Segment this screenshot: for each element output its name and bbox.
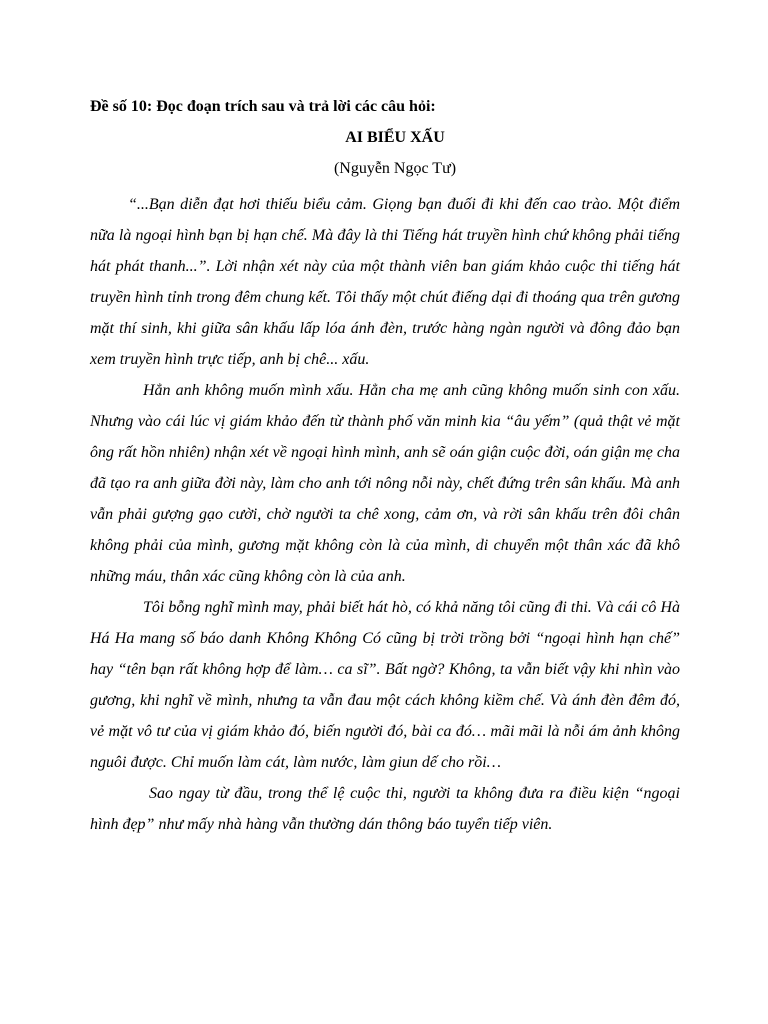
story-title: AI BIỂU XẤU	[345, 129, 445, 146]
exercise-heading: Đề số 10: Đọc đoạn trích sau và trả lời các câu hỏi:	[90, 98, 436, 115]
excerpt-paragraph-2: Hẳn anh không muốn mình xấu. Hẳn cha mẹ anh cũng không muốn sinh con xấu. Nhưng vào cái lúc vị giám khảo đến từ thành phố văn minh kia “âu yếm” (quả thật vẻ mặt ông rất hồn nhiên) nhận xét về ngoại hình mình, anh sẽ oán giận cuộc đời, oán giận mẹ cha đã tạo ra anh giữa đời này, làm cho anh tới nông nỗi này, chết đứng trên sân khấu. Mà anh vẫn phải gượng gạo cười, chờ người ta chê xong, cảm ơn, và rời sân khấu trên đôi chân không phải của mình, gương mặt không còn là của mình, di chuyển một thân xác đã khô những máu, thân xác cũng không còn là của anh.	[90, 382, 680, 585]
story-author: (Nguyễn Ngọc Tư)	[333, 160, 457, 177]
excerpt-paragraph-4: Sao ngay từ đầu, trong thể lệ cuộc thi, người ta không đưa ra điều kiện “ngoại hình đẹp” như mấy nhà hàng vẫn thường dán thông báo tuyển tiếp viên.	[90, 785, 680, 833]
excerpt-body	[90, 189, 680, 840]
excerpt-paragraph-1: “...Bạn diễn đạt hơi thiếu biểu cảm. Giọng bạn đuối đi khi đến cao trào. Một điểm nữa là ngoại hình bạn bị hạn chế. Mà đây là thi Tiếng hát truyền hình chứ không phải tiếng hát phát thanh...”. Lời nhận xét này của một thành viên ban giám khảo cuộc thi tiếng hát truyền hình tỉnh trong đêm chung kết. Tôi thấy một chút điếng dại đi thoáng qua trên gương mặt thí sinh, khi giữa sân khấu lấp lóa ánh đèn, trước hàng ngàn người và đông đảo bạn xem truyền hình trực tiếp, anh bị chê... xấu.	[90, 196, 680, 368]
excerpt-paragraph-3: Tôi bỗng nghĩ mình may, phải biết hát hò, có khả năng tôi cũng đi thi. Và cái cô Hà Há Ha mang số báo danh Không Không Có cũng bị trời trồng bởi “ngoại hình hạn chế” hay “tên bạn rất không hợp để làm… ca sĩ”. Bất ngờ? Không, ta vẫn biết vậy khi nhìn vào gương, khi nghĩ về mình, nhưng ta vẫn đau một cách không kiềm chế. Và ánh đèn đêm đó, vẻ mặt vô tư của vị giám khảo đó, biến người đó, bài ca đó… mãi mãi là nỗi ám ảnh không nguôi được. Chỉ muốn làm cát, làm nước, làm giun dế cho rồi…	[90, 599, 680, 771]
